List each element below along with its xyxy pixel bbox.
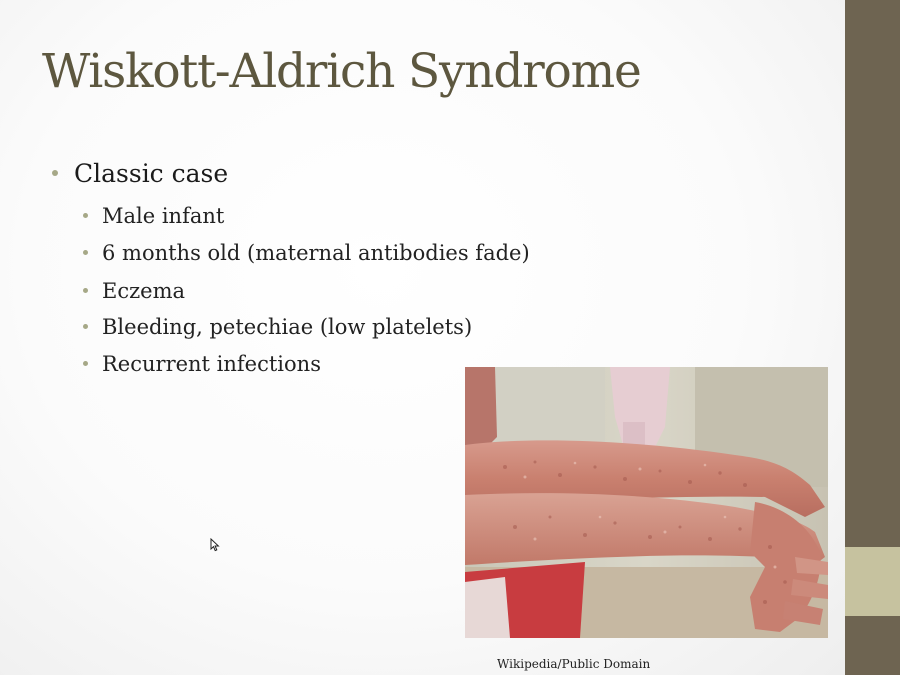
bullet-text: Recurrent infections <box>102 352 321 376</box>
bullet-dot-icon <box>52 170 58 176</box>
mouse-pointer-icon <box>210 538 220 552</box>
sidebar-band-bottom <box>845 616 900 675</box>
bullet-level-2 <box>83 241 530 265</box>
bullet-level-2 <box>83 315 472 339</box>
sidebar-band-accent <box>845 547 900 616</box>
bullet-dot-icon <box>83 213 88 218</box>
bullet-level-1 <box>52 159 228 188</box>
bullet-dot-icon <box>83 361 88 366</box>
bullet-level-2 <box>83 204 224 228</box>
bullet-level-2 <box>83 279 185 303</box>
bullet-text: Eczema <box>102 279 186 303</box>
bullet-text: Male infant <box>102 204 225 228</box>
bullet-text: Bleeding, petechiae (low platelets) <box>102 315 473 339</box>
eczema-arm-photo <box>465 367 828 638</box>
sidebar-band-dark <box>845 0 900 547</box>
bullet-dot-icon <box>83 288 88 293</box>
image-caption: Wikipedia/Public Domain <box>497 657 651 671</box>
bullet-dot-icon <box>83 324 88 329</box>
bullet-dot-icon <box>83 250 88 255</box>
bullet-text: Classic case <box>74 159 229 188</box>
bullet-text: 6 months old (maternal antibodies fade) <box>102 241 530 265</box>
slide-title: Wiskott-Aldrich Syndrome <box>42 44 641 99</box>
bullet-level-2 <box>83 352 321 376</box>
